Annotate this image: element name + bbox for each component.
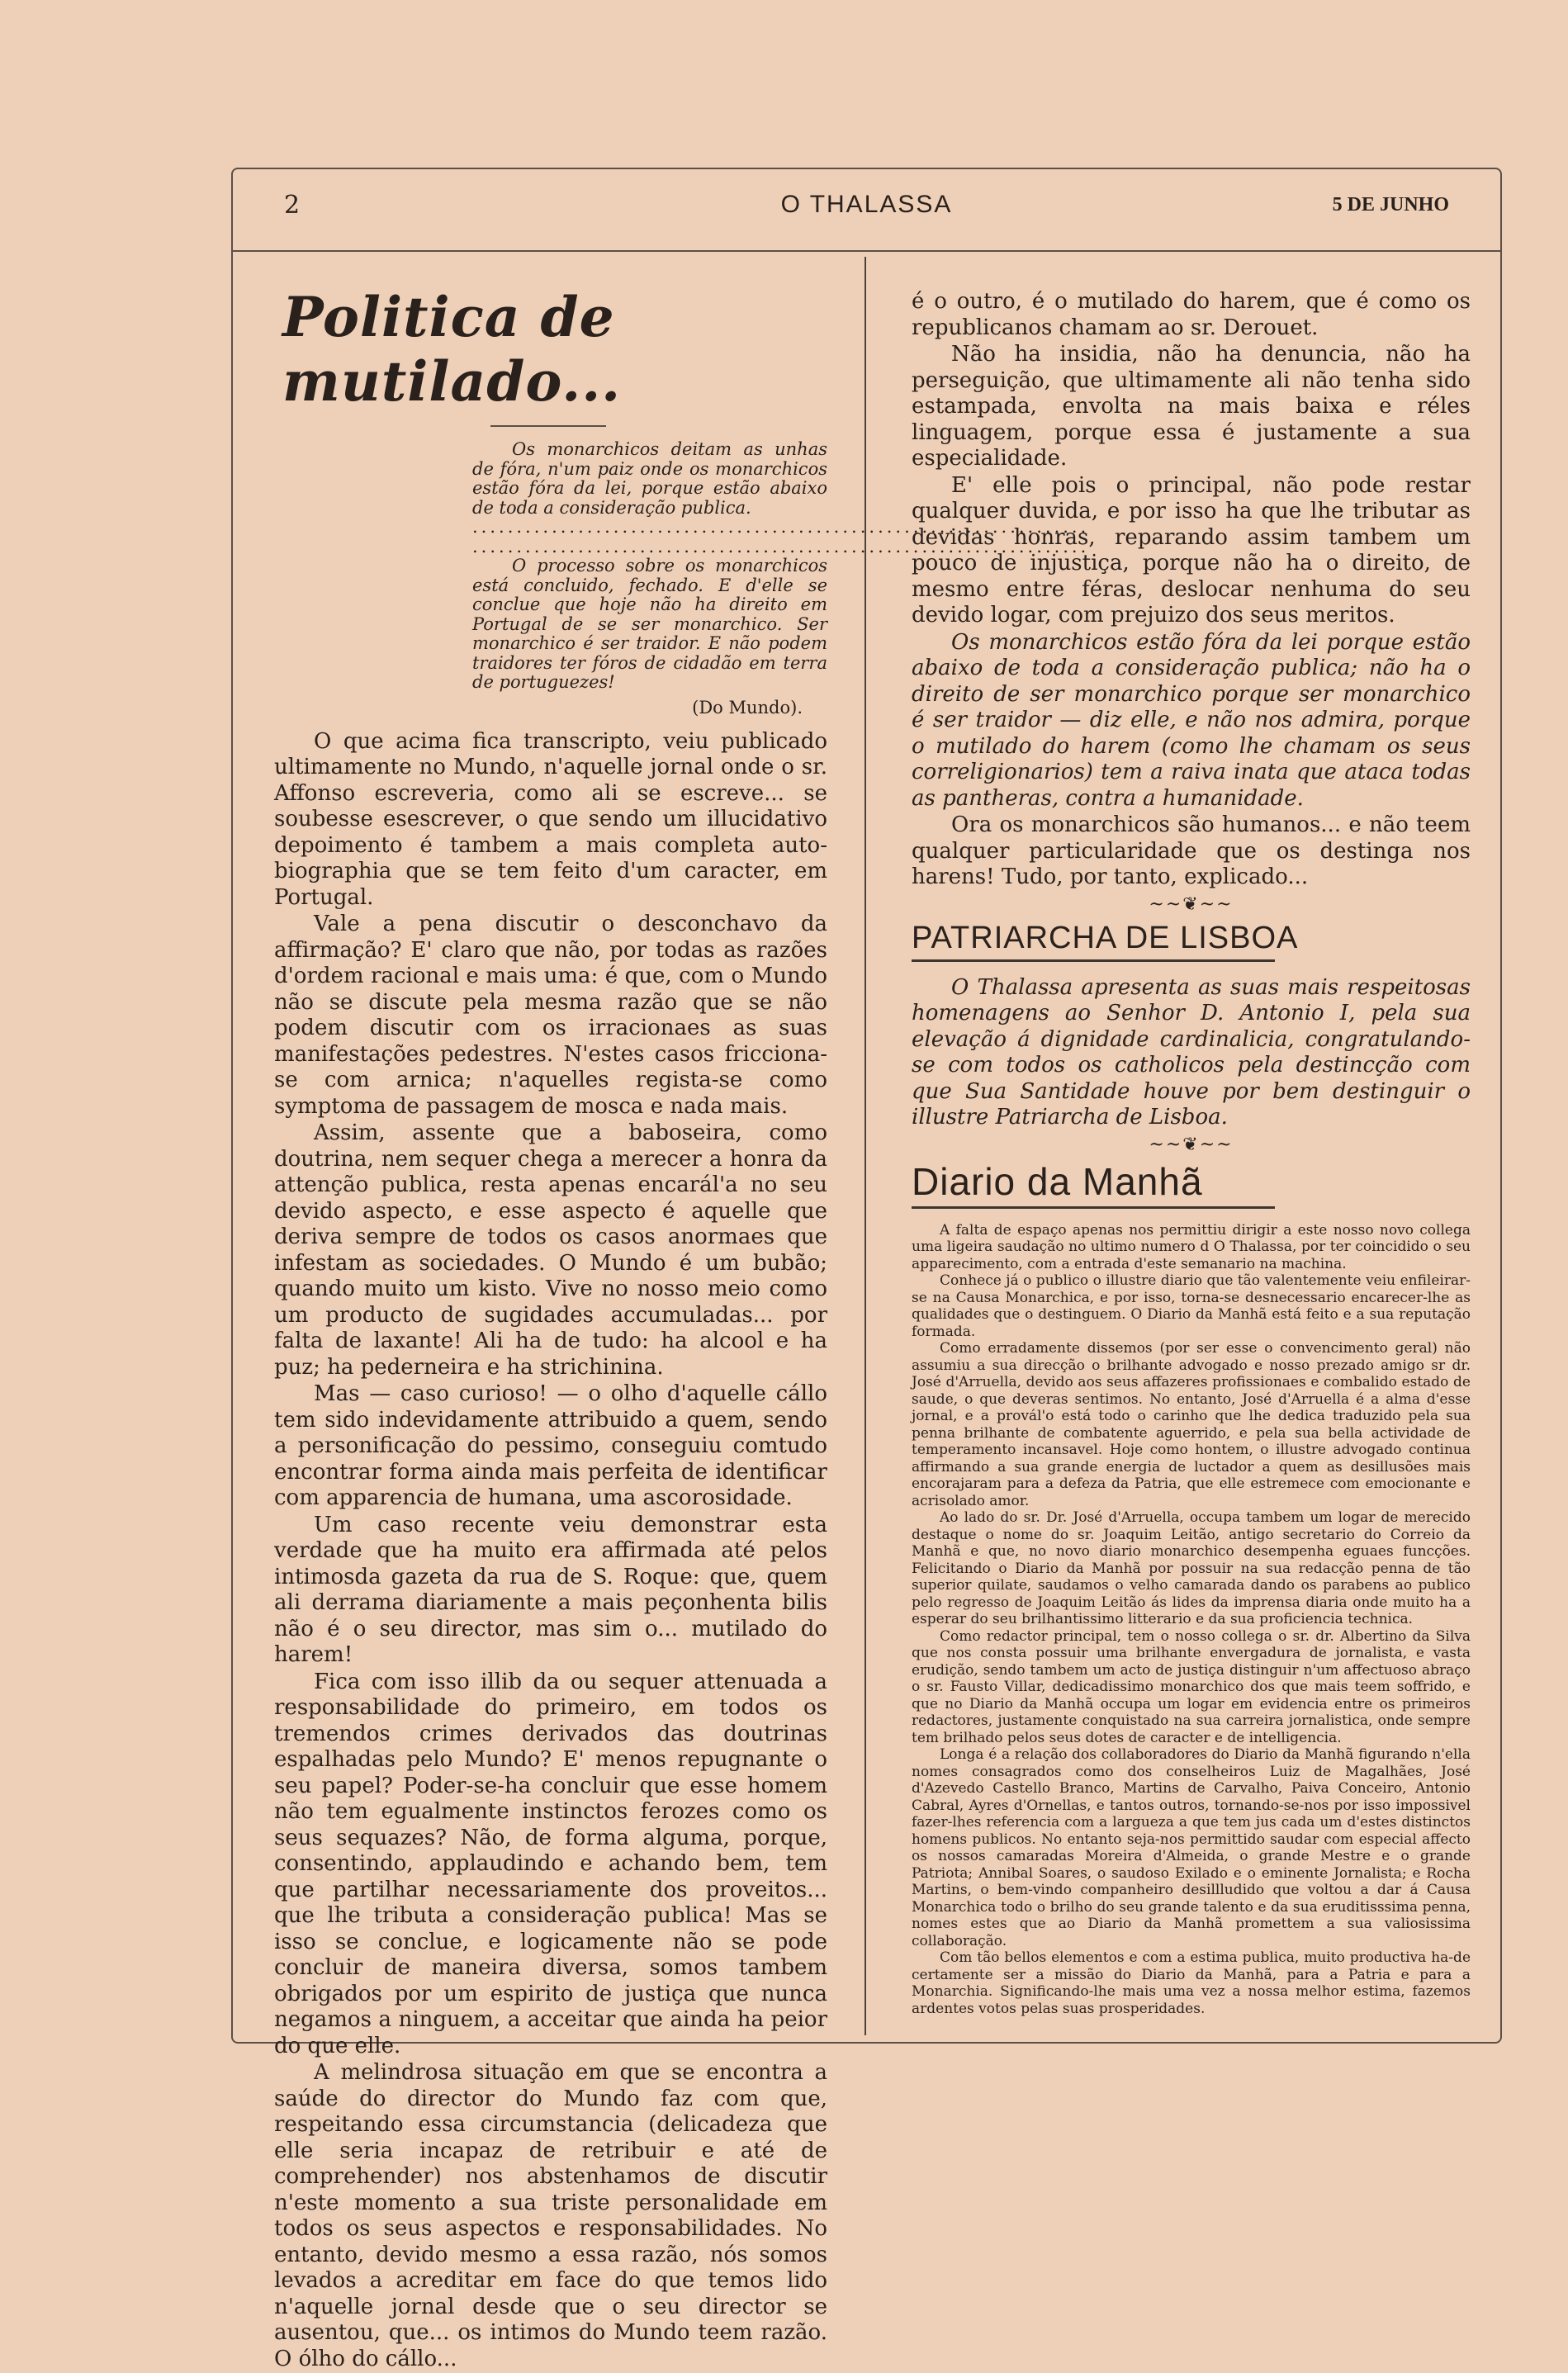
paragraph: é o outro, é o mutilado do harem, que é como os republicanos chamam ao sr. Derouet. [912, 289, 1471, 340]
paragraph: Não ha insidia, não ha denuncia, não ha perseguição, que ultimamente ali não tenha sido estampada, envolta na mais baixa e réles linguagem, porque essa é justamente a sua especialidade. [912, 342, 1471, 471]
ornament-divider: ~~❦~~ [1149, 1134, 1234, 1155]
newspaper-page [231, 168, 1502, 2371]
dotted-separator: ...................................................................... [472, 536, 1090, 557]
paragraph: A melindrosa situação em que se encontra a saúde do director do Mundo faz com que, respeitando essa circumstancia (delicadeza que elle seria incapaz de retribuir e até de comprehender) nos abstenhamos de discutir n'este momento a sua triste personalidade em todos os seus aspectos e responsabilidades. No entanto, devido mesmo a essa razão, nós somos levados a acreditar em face do que temos lido n'aquelle jornal desde que o seu director se ausentou, que... os intimos do Mundo teem razão. O ólho do cállo... [274, 2060, 827, 2371]
paragraph: Com tão bellos elementos e com a estima publica, muito productiva ha-de certamente ser a missão do Diario da Manhã, para a Patria e para a Monarchia. Significando-lhe mais uma vez a nossa melhor estima, fazemos ardentes votos pelas suas prosperidades. [912, 1949, 1471, 2017]
title-underline [912, 959, 1275, 962]
paragraph: Mas — caso curioso! — o olho d'aquelle cállo tem sido indevidamente attribuido a quem, sendo a personificação do pessimo, conseguiu comtudo encontrar forma ainda mais perfeita de identificar com apparencia de humana, uma ascorosidade. [274, 1381, 827, 1510]
paragraph: A falta de espaço apenas nos permittiu dirigir a este nosso novo collega uma ligeira saudação no ultimo numero d O Thalassa, por ter coincidido o seu apparecimento, com a entrada d'este semanario na machina. [912, 1221, 1471, 1272]
paragraph: Conhece já o publico o illustre diario que tão valentemente veiu enfileirar-se na Causa Monarchica, e por isso, torna-se desnecessario encarecer-lhe as qualidades que o destinguem. O Diario da Manhã está feito e a sua reputação formada. [912, 1272, 1471, 1340]
paragraph: Como erradamente dissemos (por ser esse o convencimento geral) não assumiu a sua direcção o brilhante advogado e nosso prezado amigo sr dr. José d'Arruella, devido aos seus affazeres profissionaes e combalido estado de saude, o que deveras sentimos. No entanto, José d'Arruella é a alma d'esse jornal, e a provál'o está todo o carinho que lhe dedica traduzido pela sua penna brilhante de combatente aguerrido, e pela sua bella actividade de temperamento incansavel. Hoje como hontem, o illustre advogado continua affirmando a sua grande energia de luctador a quem as desillusões mais encorajaram para a defeza da Patria, que elle estremece com emocionante e acrisolado amor. [912, 1340, 1471, 1509]
paragraph: Como redactor principal, tem o nosso collega o sr. dr. Albertino da Silva que nos consta possuir uma brilhante envergadura de jornalista, e vasta erudição, sendo tambem um acto de justiça distinguir n'um affectuoso abraço o sr. Fausto Villar, dedicadissimo monarchico dos que mais teem soffrido, e que no Diario da Manhã occupa um logar em evidencia entre os primeiros redactores, justamente conquistado na sua carreira jornalistica, onde sempre tem brilhado pelos seus dotes de caracter e de intelligencia. [912, 1627, 1471, 1746]
paragraph: Ao lado do sr. Dr. José d'Arruella, occupa tambem um logar de merecido destaque o nome do sr. Joaquim Leitão, antigo secretario do Correio da Manhã e que, no novo diario monarchico desempenha eguaes funcções. Felicitando o Diario da Manhã por possuir na sua redacção penna de tão superior quilate, saudamos o velho camarada dando os parabens ao publico pelo regresso de Joaquim Leitão ás lides da imprensa diaria onde muito ha a esperar do seu brilhantissimo litterario e da sua proficiencia technica. [912, 1509, 1471, 1627]
epigraph-quote-1: Os monarchicos deitam as unhas de fóra, n'um paiz onde os monarchicos estão fóra da lei, porque estão abaixo de toda a consideração publica. [472, 439, 827, 518]
paragraph: Vale a pena discutir o desconchavo da affirmação? E' claro que não, por todas as razões d'ordem racional e mais uma: é que, com o Mundo não se discute pela mesma razão que se não podem discutir com os irracionaes as suas manifestações pedestres. N'estes casos fricciona-se com arnica; n'aquelles regista-se como symptoma de passagem de mosca e nada mais. [274, 912, 827, 1119]
paragraph: E' elle pois o principal, não pode restar qualquer duvida, e por isso ha que lhe tributar as devidas honras, reparando assim tambem um pouco de injustiça, porque não ha o direito, de mesmo entre féras, deslocar nenhuma do seu devido logar, com prejuizo dos seus meritos. [912, 472, 1471, 628]
paragraph: O que acima fica transcripto, veiu publicado ultimamente no Mundo, n'aquelle jornal onde o sr. Affonso escreveria, como ali se escreve... se soubesse esescrever, o que sendo um illucidativo depoimento é tambem a mais completa auto-biographia que se tem feito d'um caracter, em Portugal. [274, 728, 827, 910]
title-underline [912, 1206, 1275, 1209]
paragraph: Um caso recente veiu demonstrar esta verdade que ha muito era affirmada até pelos intimosda gazeta da rua de S. Roque: que, quem ali derrama diariamente a mais peçonhenta bilis não é o seu director, mas sim o... mutilado do harem! [274, 1512, 827, 1667]
paragraph: O Thalassa apresenta as suas mais respeitosas homenagens ao Senhor D. Antonio I, pela sua elevação á dignidade cardinalicia, congratulando-se com todos os catholicos pela destincção com que Sua Santidade houve por bem destinguir o illustre Patriarcha de Lisboa. [912, 974, 1471, 1130]
article-title: Politica de mutilado... [282, 285, 622, 414]
paragraph: Fica com isso illib da ou sequer attenuada a responsabilidade do primeiro, em todos os tremendos crimes derivados das doutrinas espalhadas pelo Mundo? E' menos repugnante o seu papel? Poder-se-ha concluir que esse homem não tem egualmente instinctos ferozes como os seus sequazes? Não, de forma alguma, porque, consentindo, applaudindo e achando bem, tem que partilhar necessariamente dos proveitos... que lhe tributa a consideração publica! Mas se isso se conclue, e logicamente não se pode concluir de maneira diversa, somos tambem obrigados por um espirito de justiça que nunca negamos a ninguem, a acceitar que ainda ha peior do que elle. [274, 1669, 827, 2058]
paragraph: Os monarchicos estão fóra da lei porque estão abaixo de toda a consideração publica; não ha o direito de ser monarchico porque ser monarchico é ser traidor — diz elle, e não nos admira, porque o mutilado do harem (como lhe chamam os seus correligionarios) tem a raiva inata que ataca todas as pantheras, contra a humanidade. [912, 629, 1471, 811]
ornament-divider: ~~❦~~ [1149, 893, 1234, 915]
title-rule [490, 425, 606, 427]
paragraph: Longa é a relação dos collaboradores do Diario da Manhã figurando n'ella nomes consagrados como dos conselheiros Luiz de Magalhães, José d'Azevedo Castello Branco, Martins de Carvalho, Paiva Conceiro, Antonio Cabral, Ayres d'Ornellas, e tantos outros, tornando-se-nos por isso impossivel fazer-lhes referencia com a largueza a que tem jus cada um d'estes distinctos homens publicos. No entanto seja-nos permittido saudar com especial affecto os nossos camaradas Moreira d'Almeida, o grande Mestre e o grande Patriota; Annibal Soares, o saudoso Exilado e o eminente Jornalista; e Rocha Martins, o bem-vindo companheiro desillludido que voltou a dar á Causa Monarchica todo o brilho do seu grande talento e da sua eruditisssima penna, nomes estes que ao Diario da Manhã promettem a sua valiosissima collaboração. [912, 1746, 1471, 1949]
section-title-diario: Diario da Manhã [912, 1159, 1203, 1203]
issue-date: 5 DE JUNHO [1332, 194, 1449, 216]
page-header [233, 169, 1500, 252]
section-title-patriarcha: PATRIARCHA DE LISBOA [912, 920, 1299, 955]
paragraph: Ora os monarchicos são humanos... e não teem qualquer particularidade que os destinga nos harens! Tudo, por tanto, explicado... [912, 812, 1471, 889]
epigraph-quote-2: O processo sobre os monarchicos está concluido, fechado. E d'elle se conclue que hoje não ha direito em Portugal de se ser monarchico. Ser monarchico é ser traidor. E não podem traidores ter fóros de cidadão em terra de portuguezes! [472, 556, 827, 692]
paragraph: Assim, assente que a baboseira, como doutrina, nem sequer chega a merecer a honra da attenção publica, resta apenas encarál'a no seu devido aspecto, e esse aspecto é aquelle que deriva sempre de todos os casos anormaes que infestam as sociedades. O Mundo é um bubão; quando muito um kisto. Vive no nosso meio como um producto de sugidades accumuladas... por falta de laxante! Ali ha de tudo: ha alcool e ha puz; ha pederneira e ha strichinina. [274, 1120, 827, 1380]
right-column [912, 289, 1471, 2017]
dotted-separator: ...................................................................... [472, 517, 1090, 537]
page-number: 2 [284, 191, 301, 220]
masthead: O THALASSA [780, 191, 953, 218]
quote-source: (Do Mundo). [692, 697, 803, 718]
